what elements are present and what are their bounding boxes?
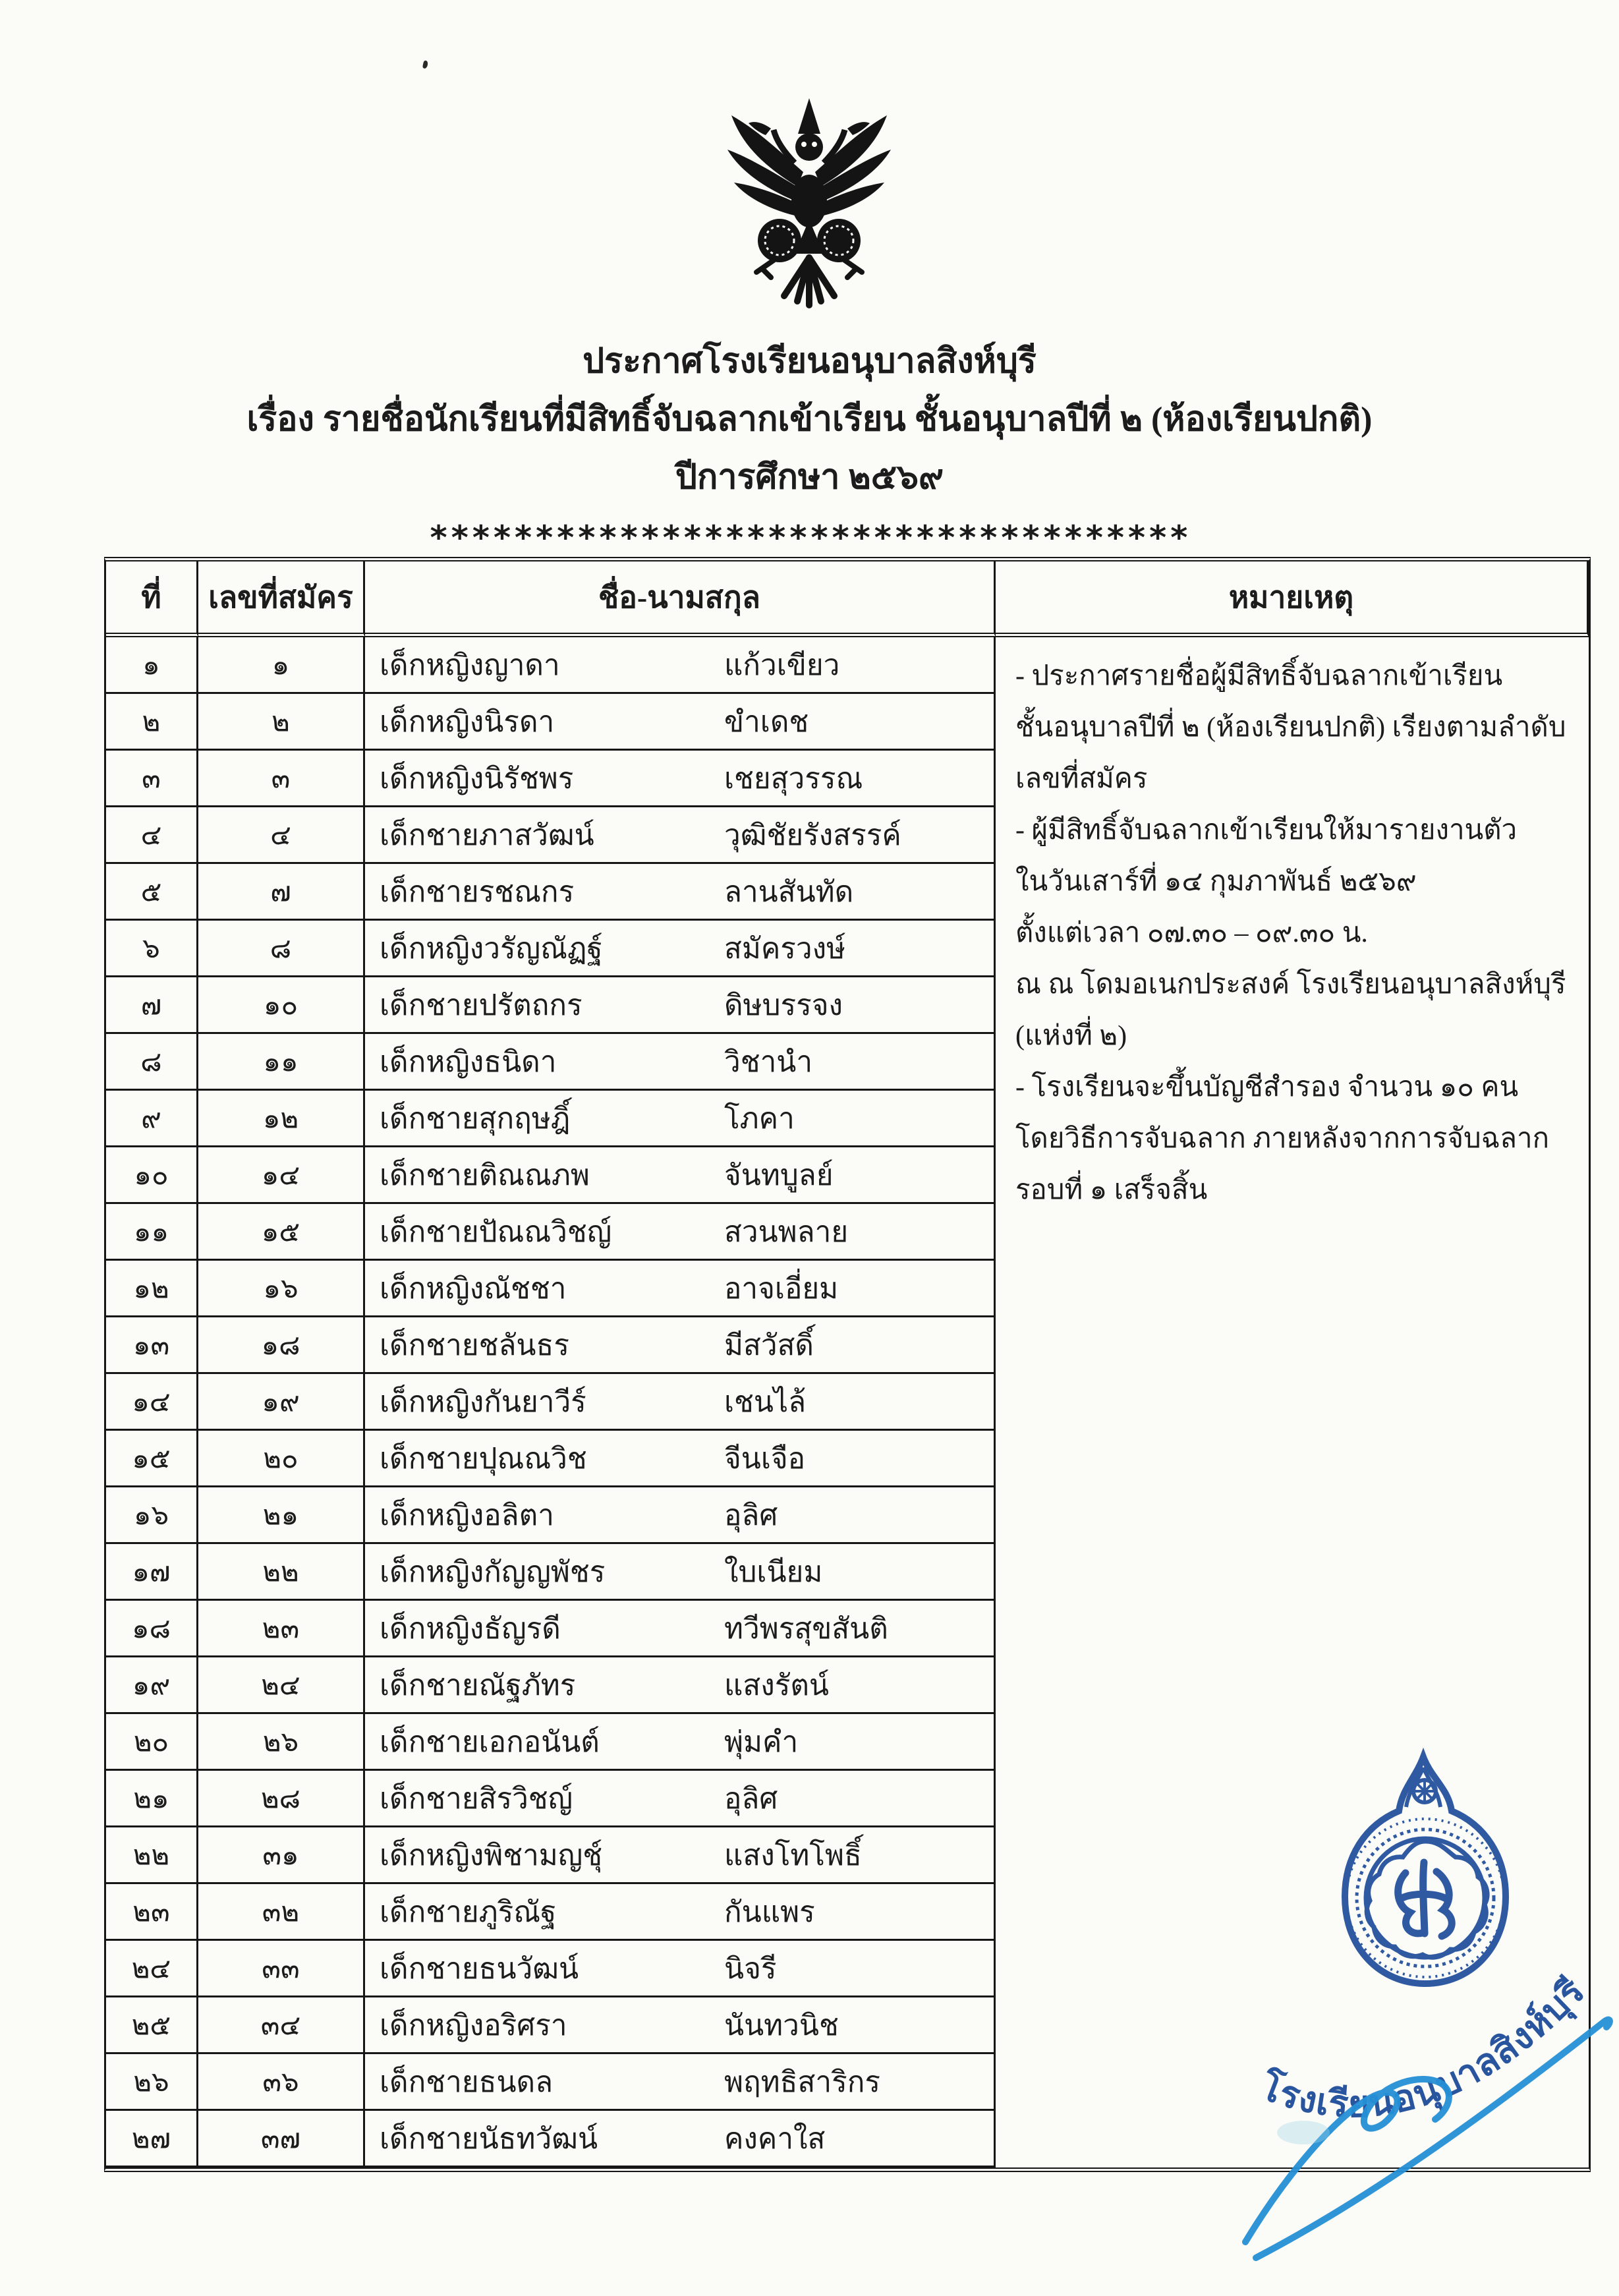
remark-line: ชั้นอนุบาลปีที่ ๒ (ห้องเรียนปกติ) เรียงตามลำดับ bbox=[1015, 712, 1566, 743]
student-name-cell bbox=[365, 1091, 996, 1147]
application-number-cell: ๓๒ bbox=[198, 1884, 365, 1941]
row-number-cell: ๑๐ bbox=[106, 1147, 198, 1204]
student-first-name: เด็กหญิงญาดา bbox=[380, 648, 560, 681]
row-number-cell: ๓ bbox=[106, 751, 198, 807]
remark-line: - โรงเรียนจะขึ้นบัญชีสำรอง จำนวน ๑๐ คน bbox=[1015, 1072, 1519, 1103]
student-last-name: ลานสันทัด bbox=[724, 875, 854, 908]
remarks-cell bbox=[996, 637, 1589, 2167]
application-number-cell: ๒ bbox=[198, 694, 365, 751]
student-name-cell bbox=[365, 751, 996, 807]
row-number-cell: ๘ bbox=[106, 1034, 198, 1091]
application-number-cell: ๒๑ bbox=[198, 1487, 365, 1544]
row-number-cell: ๑๕ bbox=[106, 1431, 198, 1487]
student-first-name: เด็กชายชลันธร bbox=[380, 1329, 569, 1362]
student-first-name: เด็กหญิงวรัญณัฏฐ์ bbox=[380, 932, 603, 965]
student-first-name: เด็กชายปัณณวิชญ์ bbox=[380, 1215, 612, 1248]
student-name-cell bbox=[365, 1147, 996, 1204]
student-last-name: อุลิศ bbox=[724, 1499, 778, 1532]
row-number-cell: ๑๒ bbox=[106, 1261, 198, 1317]
application-number-cell: ๑๙ bbox=[198, 1374, 365, 1431]
row-number-cell: ๙ bbox=[106, 1091, 198, 1147]
application-number-cell: ๓๗ bbox=[198, 2111, 365, 2167]
application-number-cell: ๑๕ bbox=[198, 1204, 365, 1261]
student-name-cell bbox=[365, 694, 996, 751]
subject-line: เรื่อง รายชื่อนักเรียนที่มีสิทธิ์จับฉลากเข้าเรียน ชั้นอนุบาลปีที่ ๒ (ห้องเรียนปกติ) bbox=[246, 401, 1373, 438]
row-number-cell: ๒๔ bbox=[106, 1941, 198, 1997]
student-name-cell bbox=[365, 637, 996, 694]
student-name-cell bbox=[365, 864, 996, 921]
student-name-cell bbox=[365, 1601, 996, 1657]
student-last-name: แก้วเขียว bbox=[724, 648, 840, 681]
student-name-cell bbox=[365, 807, 996, 864]
student-last-name: อุลิศ bbox=[724, 1782, 778, 1815]
remark-line: - ผู้มีสิทธิ์จับฉลากเข้าเรียนให้มารายงานตัว bbox=[1015, 815, 1518, 846]
row-number-cell: ๒๕ bbox=[106, 1997, 198, 2054]
remark-line: - ประกาศรายชื่อผู้มีสิทธิ์จับฉลากเข้าเรียน bbox=[1015, 661, 1503, 691]
student-last-name: อาจเอี่ยม bbox=[724, 1272, 839, 1305]
application-number-cell: ๒๐ bbox=[198, 1431, 365, 1487]
student-name-cell bbox=[365, 1657, 996, 1714]
application-number-cell: ๓๔ bbox=[198, 1997, 365, 2054]
row-number-cell: ๑๑ bbox=[106, 1204, 198, 1261]
row-number-cell: ๑๔ bbox=[106, 1374, 198, 1431]
student-name-cell bbox=[365, 921, 996, 977]
application-number-cell: ๒๓ bbox=[198, 1601, 365, 1657]
column-header-application-no: เลขที่สมัคร bbox=[198, 561, 365, 637]
student-last-name: เชยสุวรรณ bbox=[724, 762, 863, 795]
remark-line: (แห่งที่ ๒) bbox=[1015, 1021, 1127, 1051]
remark-line: ในวันเสาร์ที่ ๑๔ กุมภาพันธ์ ๒๕๖๙ bbox=[1015, 867, 1417, 897]
student-first-name: เด็กหญิงกันยาวีร์ bbox=[380, 1385, 586, 1418]
remark-line: ณ ณ โดมอเนกประสงค์ โรงเรียนอนุบาลสิงห์บุรี bbox=[1015, 969, 1566, 1000]
page-title: ประกาศโรงเรียนอนุบาลสิงห์บุรี bbox=[582, 343, 1037, 380]
remark-line: เลขที่สมัคร bbox=[1015, 764, 1148, 794]
student-first-name: เด็กหญิงธนิดา bbox=[380, 1045, 557, 1078]
row-number-cell: ๑๖ bbox=[106, 1487, 198, 1544]
student-first-name: เด็กชายเอกอนันต์ bbox=[380, 1725, 600, 1758]
student-first-name: เด็กชายภาสวัฒน์ bbox=[380, 818, 594, 851]
student-last-name: ดิษบรรจง bbox=[724, 989, 843, 1021]
student-last-name: นิจรี bbox=[724, 1952, 777, 1985]
student-first-name: เด็กชายปุณณวิช bbox=[380, 1442, 587, 1475]
student-first-name: เด็กชายปรัตถกร bbox=[380, 989, 582, 1021]
student-last-name: พุ่มคำ bbox=[724, 1725, 799, 1758]
row-number-cell: ๑๙ bbox=[106, 1657, 198, 1714]
student-name-cell bbox=[365, 1374, 996, 1431]
student-last-name: ใบเนียม bbox=[724, 1555, 823, 1588]
garuda-emblem-icon bbox=[710, 91, 908, 315]
student-name-cell bbox=[365, 1431, 996, 1487]
row-number-cell: ๒๑ bbox=[106, 1771, 198, 1827]
row-number-cell: ๒๗ bbox=[106, 2111, 198, 2167]
application-number-cell: ๒๔ bbox=[198, 1657, 365, 1714]
student-last-name: วิชานำ bbox=[724, 1045, 813, 1078]
student-first-name: เด็กชายติณณภพ bbox=[380, 1159, 590, 1191]
student-name-cell bbox=[365, 2111, 996, 2167]
row-number-cell: ๒๓ bbox=[106, 1884, 198, 1941]
student-name-cell bbox=[365, 2054, 996, 2111]
row-number-cell: ๑ bbox=[106, 637, 198, 694]
student-first-name: เด็กชายธนวัฒน์ bbox=[380, 1952, 579, 1985]
student-last-name: นันทวนิช bbox=[724, 2009, 839, 2042]
asterisk-divider: ************************************ bbox=[428, 519, 1191, 557]
application-number-cell: ๒๘ bbox=[198, 1771, 365, 1827]
scan-speck bbox=[422, 60, 428, 69]
student-first-name: เด็กหญิงธัญรดี bbox=[380, 1612, 561, 1645]
student-first-name: เด็กชายสุกฤษฎิ์ bbox=[380, 1102, 571, 1135]
application-number-cell: ๓๑ bbox=[198, 1827, 365, 1884]
row-number-cell: ๗ bbox=[106, 977, 198, 1034]
student-last-name: ทวีพรสุขสันติ bbox=[724, 1612, 888, 1645]
student-name-cell bbox=[365, 1487, 996, 1544]
student-last-name: จีนเจือ bbox=[724, 1442, 806, 1475]
row-number-cell: ๒๐ bbox=[106, 1714, 198, 1771]
remark-line: โดยวิธีการจับฉลาก ภายหลังจากการจับฉลาก bbox=[1015, 1124, 1549, 1154]
row-number-cell: ๑๘ bbox=[106, 1601, 198, 1657]
application-number-cell: ๑๐ bbox=[198, 977, 365, 1034]
application-number-cell: ๑๔ bbox=[198, 1147, 365, 1204]
student-name-cell bbox=[365, 1771, 996, 1827]
student-first-name: เด็กชายสิรวิชญ์ bbox=[380, 1782, 573, 1815]
student-first-name: เด็กชายธนดล bbox=[380, 2065, 554, 2098]
student-name-cell bbox=[365, 1714, 996, 1771]
student-first-name: เด็กหญิงอริศรา bbox=[380, 2009, 567, 2042]
student-first-name: เด็กชายภูริณัฐ bbox=[380, 1895, 557, 1928]
student-last-name: แสงโทโพธิ์ bbox=[724, 1839, 862, 1872]
student-name-cell bbox=[365, 1941, 996, 1997]
column-header-remarks: หมายเหตุ bbox=[996, 561, 1589, 637]
application-number-cell: ๓ bbox=[198, 751, 365, 807]
student-first-name: เด็กหญิงกัญญพัชร bbox=[380, 1555, 606, 1588]
student-name-cell bbox=[365, 1261, 996, 1317]
academic-year-line: ปีการศึกษา ๒๕๖๙ bbox=[675, 459, 944, 496]
student-name-cell bbox=[365, 1317, 996, 1374]
application-number-cell: ๑ bbox=[198, 637, 365, 694]
document-header bbox=[0, 333, 1619, 557]
row-number-cell: ๒๖ bbox=[106, 2054, 198, 2111]
student-first-name: เด็กชายนัธทวัฒน์ bbox=[380, 2122, 598, 2155]
student-first-name: เด็กหญิงพิชามญชุ์ bbox=[380, 1839, 603, 1872]
student-last-name: คงคาใส bbox=[724, 2122, 826, 2155]
row-number-cell: ๖ bbox=[106, 921, 198, 977]
application-number-cell: ๑๑ bbox=[198, 1034, 365, 1091]
student-last-name: จันทบูลย์ bbox=[724, 1159, 834, 1191]
student-name-cell bbox=[365, 1204, 996, 1261]
student-first-name: เด็กหญิงณัชชา bbox=[380, 1272, 567, 1305]
student-last-name: เชนไล้ bbox=[724, 1385, 807, 1418]
application-number-cell: ๗ bbox=[198, 864, 365, 921]
row-number-cell: ๒๒ bbox=[106, 1827, 198, 1884]
application-number-cell: ๑๘ bbox=[198, 1317, 365, 1374]
student-name-cell bbox=[365, 1997, 996, 2054]
row-number-cell: ๕ bbox=[106, 864, 198, 921]
student-last-name: แสงรัตน์ bbox=[724, 1669, 829, 1702]
column-header-no: ที่ bbox=[106, 561, 198, 637]
student-first-name: เด็กหญิงนิรดา bbox=[380, 705, 555, 738]
remark-line: รอบที่ ๑ เสร็จสิ้น bbox=[1015, 1175, 1208, 1205]
row-number-cell: ๑๗ bbox=[106, 1544, 198, 1601]
row-number-cell: ๑๓ bbox=[106, 1317, 198, 1374]
student-last-name: วุฒิชัยรังสรรค์ bbox=[724, 818, 901, 851]
student-name-cell bbox=[365, 1827, 996, 1884]
application-number-cell: ๑๖ bbox=[198, 1261, 365, 1317]
student-last-name: สวนพลาย bbox=[724, 1215, 849, 1248]
stamp-school-name: โรงเรียนอนุบาลสิงห์บุรี bbox=[1254, 1970, 1593, 2126]
application-number-cell: ๘ bbox=[198, 921, 365, 977]
student-last-name: โภคา bbox=[724, 1102, 795, 1135]
student-name-cell bbox=[365, 1034, 996, 1091]
student-last-name: ขำเดช bbox=[724, 705, 809, 738]
student-first-name: เด็กหญิงนิรัชพร bbox=[380, 762, 574, 795]
student-last-name: มีสวัสดิ์ bbox=[724, 1329, 814, 1362]
student-first-name: เด็กชายณัฐภัทร bbox=[380, 1669, 576, 1702]
application-number-cell: ๔ bbox=[198, 807, 365, 864]
row-number-cell: ๔ bbox=[106, 807, 198, 864]
application-number-cell: ๓๓ bbox=[198, 1941, 365, 1997]
student-table bbox=[104, 557, 1591, 2172]
application-number-cell: ๒๖ bbox=[198, 1714, 365, 1771]
application-number-cell: ๒๒ bbox=[198, 1544, 365, 1601]
student-name-cell bbox=[365, 1544, 996, 1601]
student-name-cell bbox=[365, 1884, 996, 1941]
student-first-name: เด็กหญิงอลิตา bbox=[380, 1499, 554, 1532]
application-number-cell: ๓๖ bbox=[198, 2054, 365, 2111]
row-number-cell: ๒ bbox=[106, 694, 198, 751]
student-last-name: กันแพร bbox=[724, 1895, 815, 1928]
application-number-cell: ๑๒ bbox=[198, 1091, 365, 1147]
student-first-name: เด็กชายรชณกร bbox=[380, 875, 575, 908]
column-header-name: ชื่อ-นามสกุล bbox=[365, 561, 996, 637]
student-name-cell bbox=[365, 977, 996, 1034]
remark-line: ตั้งแต่เวลา ๐๗.๓๐ – ๐๙.๓๐ น. bbox=[1015, 918, 1368, 948]
student-last-name: พฤทธิสาริกร bbox=[724, 2065, 880, 2098]
student-last-name: สมัครวงษ์ bbox=[724, 932, 846, 965]
